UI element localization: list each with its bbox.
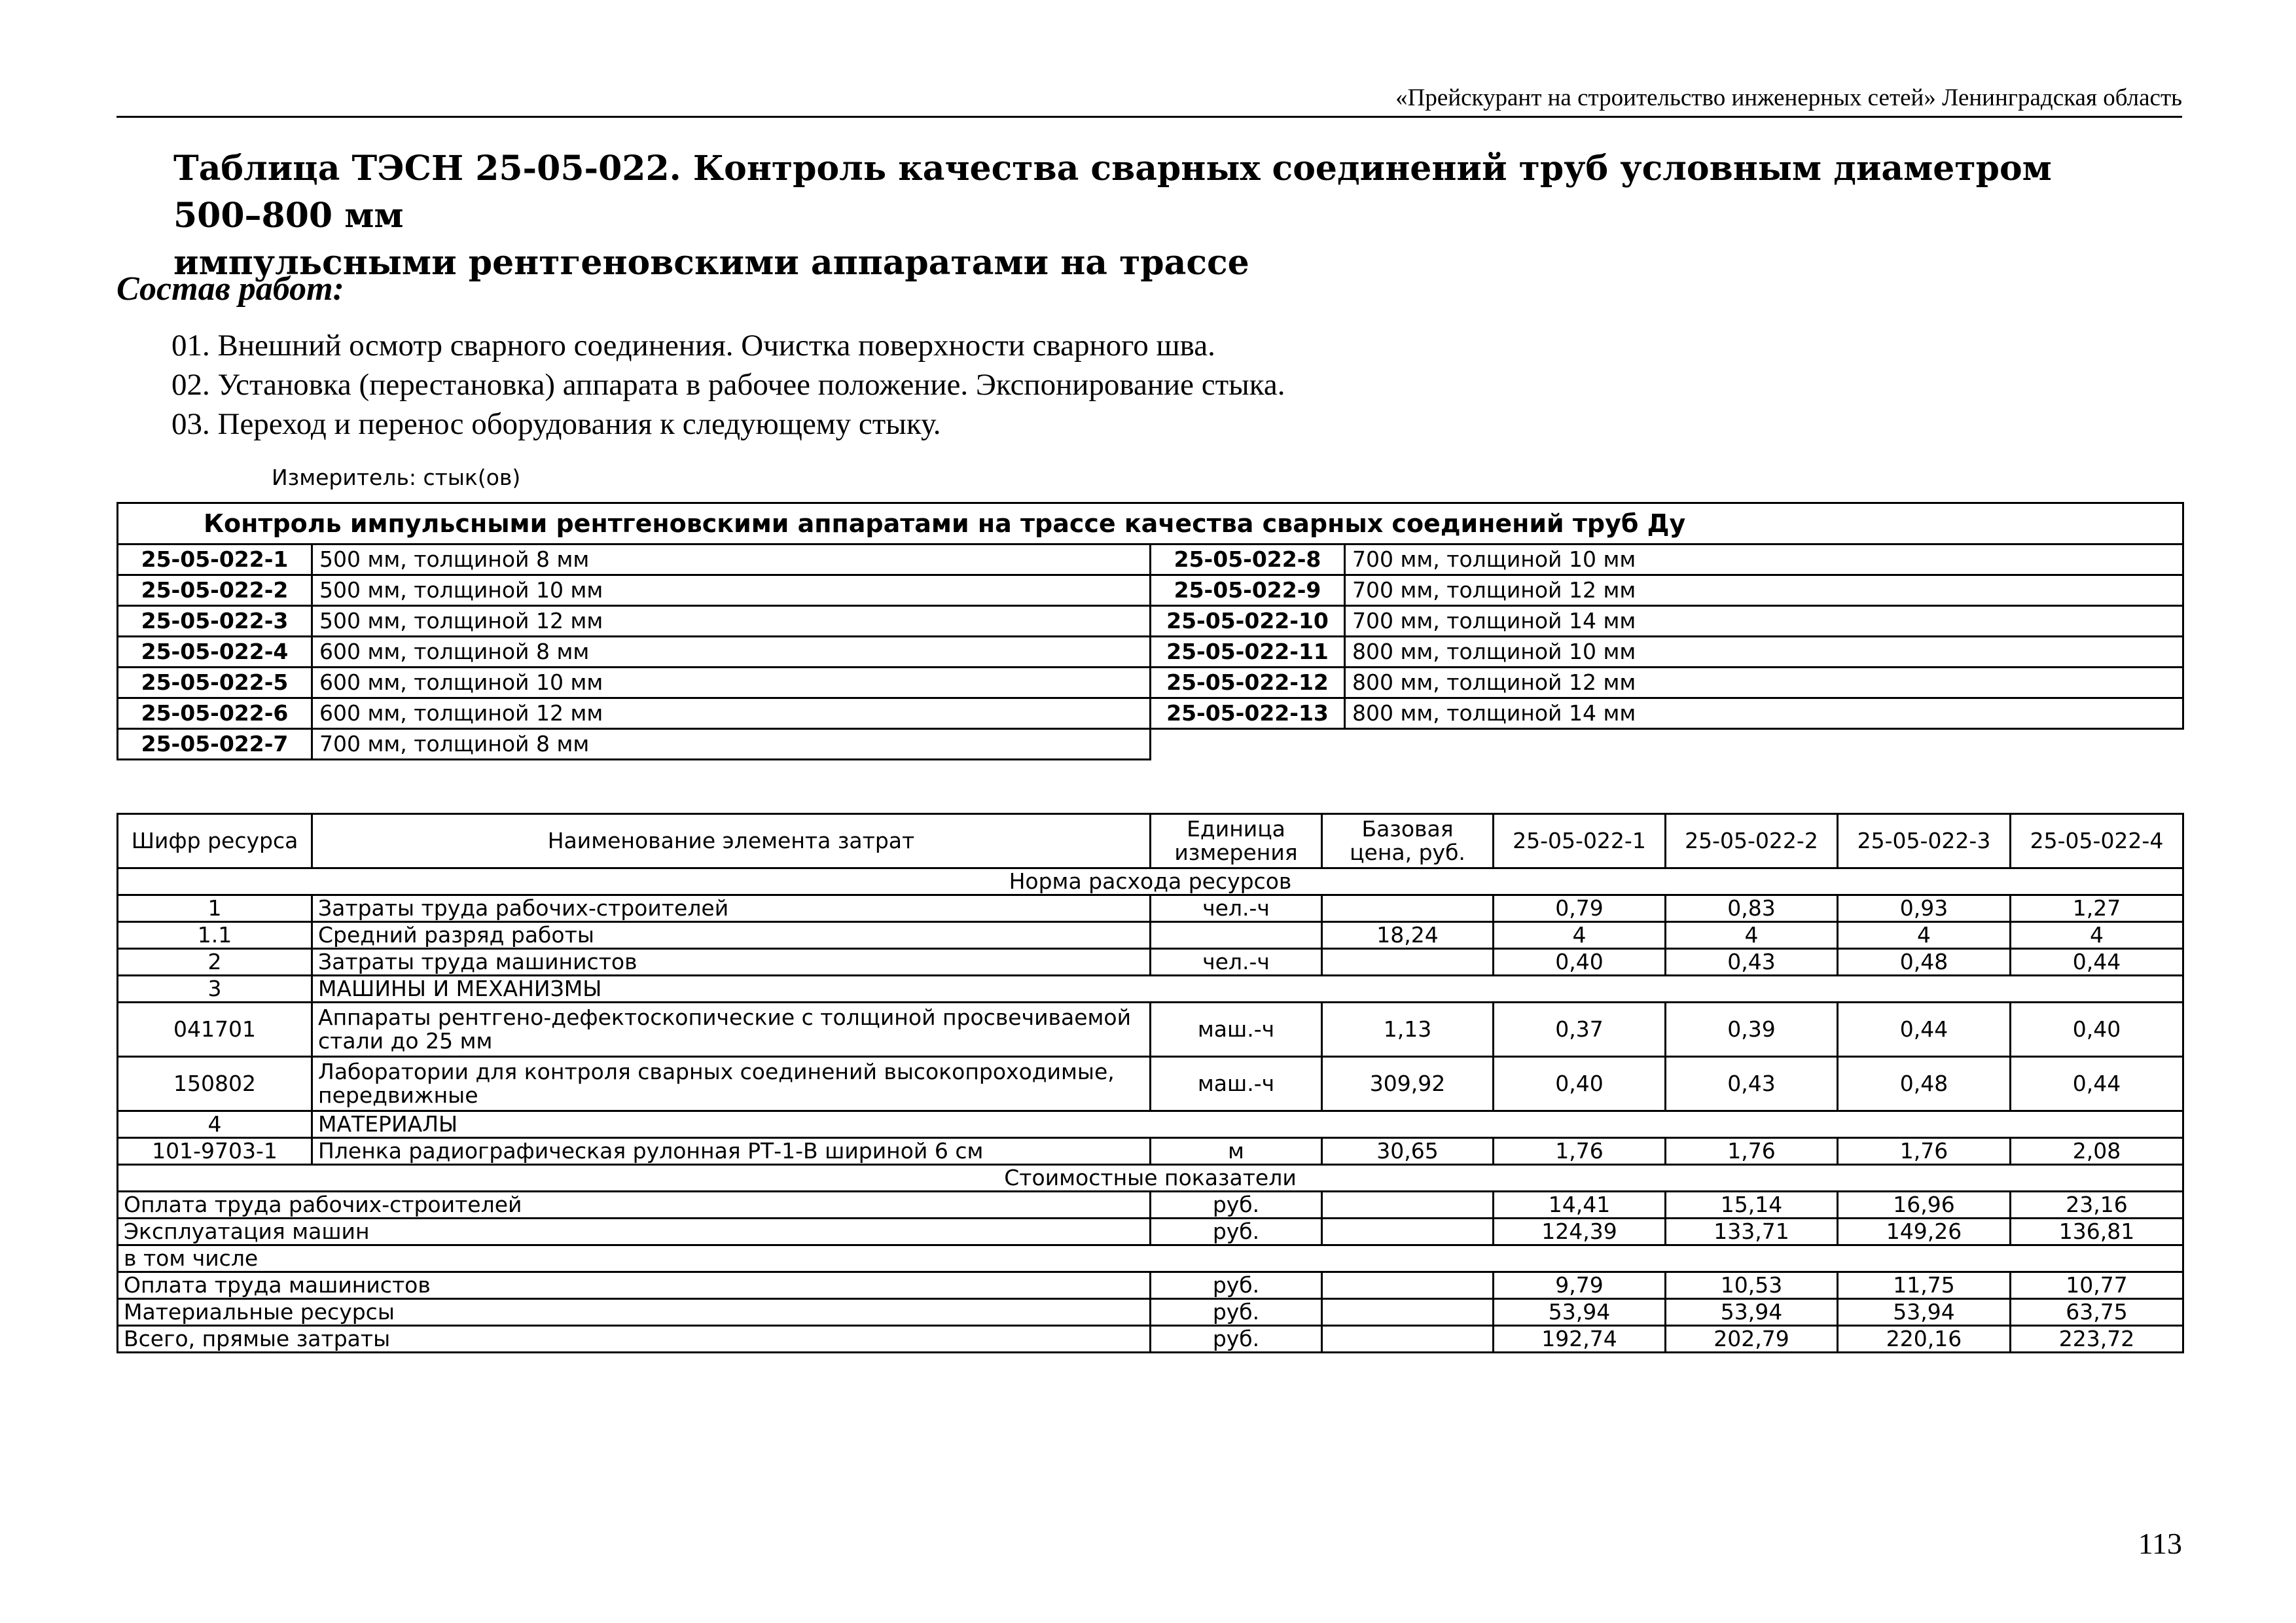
- resource-code: 1.1: [118, 922, 312, 949]
- title-line-1: Таблица ТЭСН 25-05-022. Контроль качества сварных соединений труб условным диаметром 500–800 мм: [173, 149, 2052, 236]
- desc-cell: 500 мм, толщиной 10 мм: [312, 575, 1151, 606]
- value-cell: 15,14: [1666, 1192, 1838, 1219]
- unit-cell: [1151, 922, 1322, 949]
- unit-cell: чел.-ч: [1151, 949, 1322, 976]
- desc-cell: 700 мм, толщиной 8 мм: [312, 729, 1151, 760]
- value-cell: 10,53: [1666, 1272, 1838, 1299]
- column-header: Единица измерения: [1151, 814, 1322, 868]
- resource-code: 3: [118, 976, 312, 1003]
- column-header: Шифр ресурса: [118, 814, 312, 868]
- value-cell: 0,43: [1666, 949, 1838, 976]
- work-item: 01. Внешний осмотр сварного соединения. Очистка поверхности сварного шва.: [171, 329, 1215, 363]
- desc-cell: 700 мм, толщиной 14 мм: [1345, 606, 2183, 637]
- price-cell: [1322, 1219, 1494, 1245]
- table-row: [118, 575, 2183, 606]
- work-list: [171, 326, 1285, 444]
- running-header: «Прейскурант на строительство инженерных сетей» Ленинградская область: [117, 84, 2182, 118]
- resource-name: Затраты труда рабочих-строителей: [312, 895, 1151, 922]
- unit-cell: руб.: [1151, 1299, 1322, 1326]
- resource-code: 101-9703-1: [118, 1138, 312, 1165]
- code-cell: 25-05-022-8: [1151, 544, 1345, 575]
- value-cell: 23,16: [2011, 1192, 2183, 1219]
- codes-caption: Контроль импульсными рентгеновскими аппаратами на трассе качества сварных соединений труб Ду: [118, 503, 2183, 544]
- table-row: [118, 1003, 2183, 1057]
- code-cell: 25-05-022-13: [1151, 698, 1345, 729]
- value-cell: 202,79: [1666, 1326, 1838, 1353]
- price-cell: [1322, 1326, 1494, 1353]
- page-number: 113: [2138, 1527, 2182, 1560]
- value-cell: 53,94: [1494, 1299, 1666, 1326]
- measure-unit: Измеритель: стык(ов): [272, 465, 521, 490]
- value-cell: 0,37: [1494, 1003, 1666, 1057]
- resource-code: 4: [118, 1111, 312, 1138]
- table-row: [118, 1192, 2183, 1219]
- resources-table: [117, 813, 2184, 1353]
- value-cell: 133,71: [1666, 1219, 1838, 1245]
- unit-cell: руб.: [1151, 1192, 1322, 1219]
- value-cell: 4: [1666, 922, 1838, 949]
- unit-cell: руб.: [1151, 1272, 1322, 1299]
- table-row: [118, 895, 2183, 922]
- table-row: [118, 1057, 2183, 1111]
- code-cell: 25-05-022-6: [118, 698, 312, 729]
- table-row: [118, 1299, 2183, 1326]
- resource-name: Лаборатории для контроля сварных соединений высокопроходимые, передвижные: [312, 1057, 1151, 1111]
- section-cost-header: Стоимостные показатели: [118, 1165, 2183, 1192]
- page-title: [173, 145, 2137, 287]
- value-cell: 0,40: [1494, 1057, 1666, 1111]
- value-cell: 0,43: [1666, 1057, 1838, 1111]
- value-cell: 63,75: [2011, 1299, 2183, 1326]
- table-row: [118, 1219, 2183, 1245]
- table-row: [118, 698, 2183, 729]
- column-header: 25-05-022-4: [2011, 814, 2183, 868]
- price-cell: [1322, 1299, 1494, 1326]
- unit-cell: чел.-ч: [1151, 895, 1322, 922]
- price-cell: 1,13: [1322, 1003, 1494, 1057]
- table-row: [118, 1272, 2183, 1299]
- value-cell: 0,48: [1838, 1057, 2011, 1111]
- price-cell: [1322, 895, 1494, 922]
- desc-cell: 500 мм, толщиной 12 мм: [312, 606, 1151, 637]
- column-header: Базовая цена, руб.: [1322, 814, 1494, 868]
- code-cell: 25-05-022-2: [118, 575, 312, 606]
- value-cell: 0,44: [2011, 1057, 2183, 1111]
- resource-code: 1: [118, 895, 312, 922]
- desc-cell: 500 мм, толщиной 8 мм: [312, 544, 1151, 575]
- value-cell: 53,94: [1666, 1299, 1838, 1326]
- table-header-row: [118, 814, 2183, 868]
- title-line-2: импульсными рентгеновскими аппаратами на трассе: [173, 243, 1249, 283]
- column-header: 25-05-022-2: [1666, 814, 1838, 868]
- value-cell: 1,76: [1494, 1138, 1666, 1165]
- code-cell: 25-05-022-4: [118, 637, 312, 668]
- codes-table: [117, 502, 2184, 760]
- resource-group-name: МАШИНЫ И МЕХАНИЗМЫ: [312, 976, 2183, 1003]
- empty-cell: [1151, 729, 2183, 760]
- code-cell: 25-05-022-10: [1151, 606, 1345, 637]
- section-norm-header: Норма расхода ресурсов: [118, 868, 2183, 895]
- resource-name: Аппараты рентгено-дефектоскопические с толщиной просвечиваемой стали до 25 мм: [312, 1003, 1151, 1057]
- table-row: [118, 1138, 2183, 1165]
- value-cell: 0,40: [1494, 949, 1666, 976]
- unit-cell: маш.-ч: [1151, 1057, 1322, 1111]
- value-cell: 10,77: [2011, 1272, 2183, 1299]
- unit-cell: руб.: [1151, 1326, 1322, 1353]
- resource-code: 150802: [118, 1057, 312, 1111]
- resource-code: 2: [118, 949, 312, 976]
- value-cell: 0,93: [1838, 895, 2011, 922]
- table-row: [118, 949, 2183, 976]
- value-cell: 16,96: [1838, 1192, 2011, 1219]
- cost-name: Всего, прямые затраты: [118, 1326, 1151, 1353]
- table-row: [118, 1245, 2183, 1272]
- value-cell: 223,72: [2011, 1326, 2183, 1353]
- value-cell: 1,76: [1838, 1138, 2011, 1165]
- cost-name: Эксплуатация машин: [118, 1219, 1151, 1245]
- value-cell: 220,16: [1838, 1326, 2011, 1353]
- work-composition-heading: Состав работ:: [117, 270, 344, 308]
- value-cell: 1,27: [2011, 895, 2183, 922]
- cost-name: Материальные ресурсы: [118, 1299, 1151, 1326]
- value-cell: 4: [2011, 922, 2183, 949]
- code-cell: 25-05-022-3: [118, 606, 312, 637]
- cost-name: в том числе: [118, 1245, 2183, 1272]
- desc-cell: 800 мм, толщиной 14 мм: [1345, 698, 2183, 729]
- desc-cell: 600 мм, толщиной 12 мм: [312, 698, 1151, 729]
- resource-name: Пленка радиографическая рулонная РТ-1-В шириной 6 см: [312, 1138, 1151, 1165]
- value-cell: 1,76: [1666, 1138, 1838, 1165]
- resource-group-name: МАТЕРИАЛЫ: [312, 1111, 2183, 1138]
- unit-cell: руб.: [1151, 1219, 1322, 1245]
- value-cell: 0,44: [1838, 1003, 2011, 1057]
- column-header: 25-05-022-3: [1838, 814, 2011, 868]
- desc-cell: 600 мм, толщиной 10 мм: [312, 668, 1151, 698]
- cost-name: Оплата труда рабочих-строителей: [118, 1192, 1151, 1219]
- price-cell: 309,92: [1322, 1057, 1494, 1111]
- value-cell: 4: [1838, 922, 2011, 949]
- resource-name: Затраты труда машинистов: [312, 949, 1151, 976]
- price-cell: 18,24: [1322, 922, 1494, 949]
- code-cell: 25-05-022-1: [118, 544, 312, 575]
- value-cell: 2,08: [2011, 1138, 2183, 1165]
- value-cell: 4: [1494, 922, 1666, 949]
- code-cell: 25-05-022-11: [1151, 637, 1345, 668]
- desc-cell: 600 мм, толщиной 8 мм: [312, 637, 1151, 668]
- value-cell: 14,41: [1494, 1192, 1666, 1219]
- price-cell: [1322, 1272, 1494, 1299]
- table-row: [118, 606, 2183, 637]
- code-cell: 25-05-022-9: [1151, 575, 1345, 606]
- table-row: [118, 922, 2183, 949]
- table-row: [118, 1111, 2183, 1138]
- work-item: 02. Установка (перестановка) аппарата в рабочее положение. Экспонирование стыка.: [171, 368, 1285, 402]
- value-cell: 149,26: [1838, 1219, 2011, 1245]
- value-cell: 0,44: [2011, 949, 2183, 976]
- value-cell: 9,79: [1494, 1272, 1666, 1299]
- resource-code: 041701: [118, 1003, 312, 1057]
- table-row: [118, 729, 2183, 760]
- column-header: Наименование элемента затрат: [312, 814, 1151, 868]
- value-cell: 192,74: [1494, 1326, 1666, 1353]
- value-cell: 0,40: [2011, 1003, 2183, 1057]
- table-row: [118, 668, 2183, 698]
- code-cell: 25-05-022-5: [118, 668, 312, 698]
- table-row: [118, 637, 2183, 668]
- value-cell: 53,94: [1838, 1299, 2011, 1326]
- table-row: [118, 544, 2183, 575]
- work-item: 03. Переход и перенос оборудования к следующему стыку.: [171, 407, 941, 441]
- resource-name: Средний разряд работы: [312, 922, 1151, 949]
- value-cell: 0,83: [1666, 895, 1838, 922]
- code-cell: 25-05-022-12: [1151, 668, 1345, 698]
- price-cell: [1322, 1192, 1494, 1219]
- column-header: 25-05-022-1: [1494, 814, 1666, 868]
- value-cell: 136,81: [2011, 1219, 2183, 1245]
- table-row: [118, 1326, 2183, 1353]
- code-cell: 25-05-022-7: [118, 729, 312, 760]
- desc-cell: 700 мм, толщиной 10 мм: [1345, 544, 2183, 575]
- value-cell: 11,75: [1838, 1272, 2011, 1299]
- unit-cell: маш.-ч: [1151, 1003, 1322, 1057]
- price-cell: 30,65: [1322, 1138, 1494, 1165]
- desc-cell: 700 мм, толщиной 12 мм: [1345, 575, 2183, 606]
- desc-cell: 800 мм, толщиной 10 мм: [1345, 637, 2183, 668]
- value-cell: 0,48: [1838, 949, 2011, 976]
- value-cell: 0,39: [1666, 1003, 1838, 1057]
- value-cell: 0,79: [1494, 895, 1666, 922]
- desc-cell: 800 мм, толщиной 12 мм: [1345, 668, 2183, 698]
- table-row: [118, 976, 2183, 1003]
- value-cell: 124,39: [1494, 1219, 1666, 1245]
- cost-name: Оплата труда машинистов: [118, 1272, 1151, 1299]
- price-cell: [1322, 949, 1494, 976]
- unit-cell: м: [1151, 1138, 1322, 1165]
